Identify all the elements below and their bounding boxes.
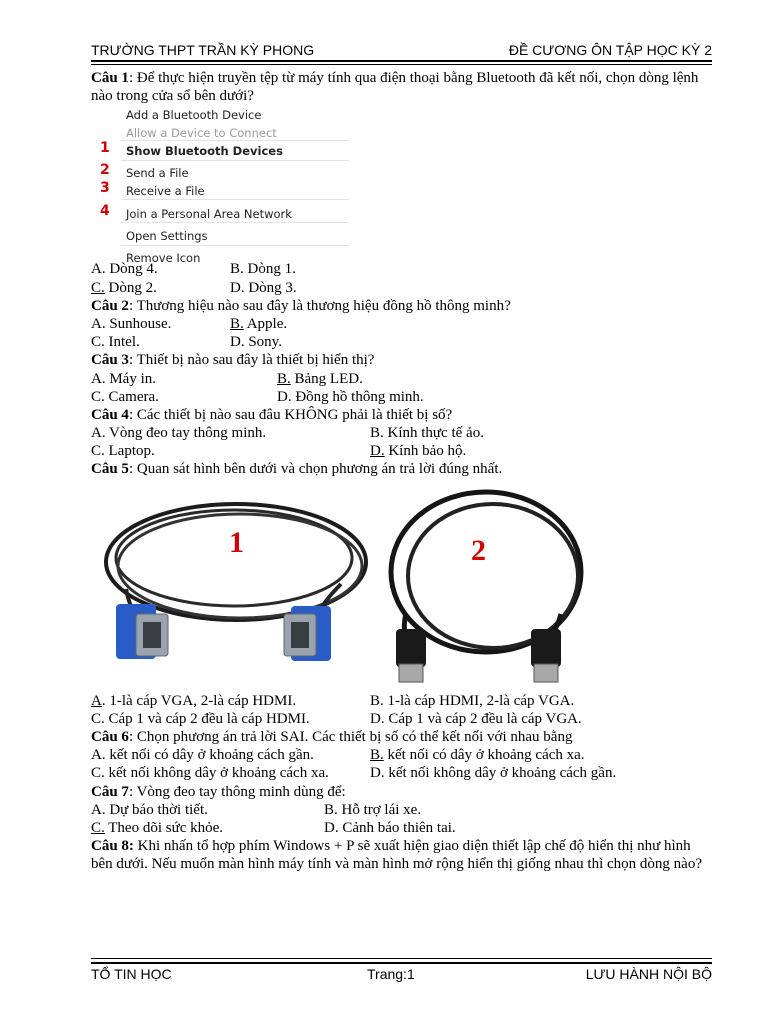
red-number-2: 2 <box>100 162 110 179</box>
option-d: D. Cáp 1 và cáp 2 đều là cáp VGA. <box>370 710 582 727</box>
question-7 <box>91 783 712 801</box>
footer-rule-thick <box>91 962 712 964</box>
cable-number-2: 2 <box>471 533 486 567</box>
option-c: C. Laptop. <box>91 443 155 460</box>
circulation-note: LƯU HÀNH NỘI BỘ <box>585 966 712 982</box>
q3-options-row-1 <box>91 370 712 388</box>
option-b: B. Kính thực tế ảo. <box>370 425 484 442</box>
question-text: Khi nhấn tổ hợp phím Windows + P sẽ xuất hiện giao diện thiết lập chế độ hiển thị như hình bên dưới. Nếu muốn màn hình máy tính và màn hình mở rộng hiển thị giống nhau thì chọn dòng nào? <box>91 838 702 873</box>
question-4 <box>91 406 712 424</box>
question-label: Câu 4 <box>91 406 129 423</box>
question-text: : Quan sát hình bên dưới và chọn phương án trả lời đúng nhất. <box>128 461 503 478</box>
red-number-3: 3 <box>100 180 110 197</box>
question-text: : Vòng đeo tay thông minh dùng để: <box>128 783 346 800</box>
question-label: Câu 6 <box>91 729 129 746</box>
header-rule-thin <box>91 64 712 65</box>
menu-item-add-device: Add a Bluetooth Device <box>126 108 262 123</box>
bluetooth-context-menu <box>91 105 351 266</box>
option-d: D. Sony. <box>230 334 282 351</box>
option-d: D. kết nối không dây ở khoảng cách gần. <box>370 765 617 782</box>
q2-options-row-2 <box>91 333 712 351</box>
q2-options-row-1 <box>91 315 712 333</box>
option-b: B. Hỗ trợ lái xe. <box>324 801 422 818</box>
question-6 <box>91 728 712 746</box>
question-text: : Thương hiệu nào sau đây là thương hiệu đồng hồ thông minh? <box>128 297 511 314</box>
page-number: Trang:1 <box>367 966 415 982</box>
q3-options-row-2 <box>91 388 712 406</box>
hdmi-connector-left <box>396 629 426 682</box>
option-b-letter: B. <box>277 370 291 387</box>
question-8 <box>91 837 712 873</box>
menu-item-allow-device: Allow a Device to Connect <box>126 126 277 141</box>
menu-separator <box>121 222 349 223</box>
q7-options-row-1 <box>91 801 712 819</box>
question-1 <box>91 69 712 105</box>
option-a: A. Dự báo thời tiết. <box>91 801 208 818</box>
option-b: B. Dòng 1. <box>230 261 296 278</box>
question-label: Câu 7 <box>91 783 129 800</box>
question-3 <box>91 351 712 369</box>
department-name: TỔ TIN HỌC <box>91 966 172 982</box>
option-a-letter: A <box>91 692 102 709</box>
option-d <box>370 442 466 460</box>
school-name: TRƯỜNG THPT TRẦN KỲ PHONG <box>91 42 315 58</box>
option-d: D. Dòng 3. <box>230 279 297 296</box>
option-c: Theo dõi sức khỏe. <box>104 819 224 836</box>
document-body <box>91 69 712 874</box>
footer-rule-thin <box>91 958 712 959</box>
page-footer <box>91 966 712 986</box>
question-text: : Các thiết bị nào sau đâu KHÔNG phải là thiết bị số? <box>128 406 453 423</box>
question-text: : Để thực hiện truyền tệp từ máy tính qua điện thoại bằng Bluetooth đã kết nối, chọn dòng lệnh nào trong cửa sổ bên dưới? <box>91 70 699 105</box>
q4-options-row-1 <box>91 424 712 442</box>
option-b-letter: B. <box>370 747 384 764</box>
menu-separator <box>121 199 349 200</box>
vga-connector-right <box>284 606 331 661</box>
q6-options-row-2 <box>91 764 712 782</box>
option-a: A. Vòng đeo tay thông minh. <box>91 425 267 442</box>
hdmi-cable-image <box>381 484 596 692</box>
menu-item-show-devices: Show Bluetooth Devices <box>126 144 283 159</box>
option-d: D. Đồng hồ thông minh. <box>277 388 424 405</box>
menu-item-send-file: Send a File <box>126 166 189 181</box>
option-b-text: Apple. <box>243 315 288 332</box>
menu-separator <box>121 140 349 141</box>
question-label: Câu 8: <box>91 838 134 855</box>
option-c: C. kết nối không dây ở khoảng cách xa. <box>91 765 329 782</box>
q5-options-row-1 <box>91 692 712 710</box>
option-a: A. Máy in. <box>91 370 156 387</box>
q1-options-row-2 <box>91 279 712 297</box>
question-5 <box>91 460 712 478</box>
option-d-letter: D. <box>370 443 385 460</box>
option-b <box>277 370 363 388</box>
option-c-letter: C. <box>91 279 105 296</box>
menu-separator <box>121 160 349 161</box>
q4-options-row-2 <box>91 442 712 460</box>
option-b-text: Bảng LED. <box>290 370 363 387</box>
option-a: A. Dòng 4. <box>91 261 158 278</box>
question-text: : Thiết bị nào sau đây là thiết bị hiển thị? <box>128 352 375 369</box>
q1-options-row-1 <box>91 260 712 278</box>
option-b <box>230 315 287 333</box>
header-rule-thick <box>91 60 712 62</box>
option-c: Dòng 2. <box>104 279 157 296</box>
question-label: Câu 2 <box>91 297 129 314</box>
option-a: A. kết nối có dây ở khoảng cách gần. <box>91 747 314 764</box>
cables-illustration <box>96 484 596 692</box>
option-b-text: kết nối có dây ở khoảng cách xa. <box>383 747 585 764</box>
option-b <box>370 746 585 764</box>
option-c: C. Camera. <box>91 388 159 405</box>
question-label: Câu 1 <box>91 70 129 86</box>
cable-number-1: 1 <box>229 525 244 559</box>
vga-cable-image <box>96 484 376 692</box>
option-a: A. Sunhouse. <box>91 315 172 332</box>
option-d: D. Cảnh báo thiên tai. <box>324 819 456 836</box>
vga-connector-left <box>116 604 168 659</box>
option-a: . 1-là cáp VGA, 2-là cáp HDMI. <box>101 692 297 709</box>
q7-options-row-2 <box>91 819 712 837</box>
option-c: C. Cáp 1 và cáp 2 đều là cáp HDMI. <box>91 710 310 727</box>
menu-item-open-settings: Open Settings <box>126 229 208 244</box>
option-b-letter: B. <box>230 315 244 332</box>
question-2 <box>91 297 712 315</box>
red-number-4: 4 <box>100 203 110 220</box>
option-c-letter: C. <box>91 819 105 836</box>
question-label: Câu 3 <box>91 352 129 369</box>
option-c: C. Intel. <box>91 334 140 351</box>
option-d-text: Kính bảo hộ. <box>384 443 467 460</box>
menu-item-receive-file: Receive a File <box>126 184 205 199</box>
menu-item-join-pan: Join a Personal Area Network <box>126 207 292 222</box>
question-label: Câu 5 <box>91 461 129 478</box>
q6-options-row-1 <box>91 746 712 764</box>
menu-item-remove-icon: Remove Icon <box>126 251 201 266</box>
hdmi-connector-right <box>531 629 561 682</box>
document-title: ĐỀ CƯƠNG ÔN TẬP HỌC KỲ 2 <box>508 42 712 58</box>
option-b: B. 1-là cáp HDMI, 2-là cáp VGA. <box>370 692 575 709</box>
menu-separator <box>121 245 349 246</box>
q5-options-row-2 <box>91 710 712 728</box>
question-text: : Chọn phương án trả lời SAI. Các thiết bị số có thể kết nối với nhau bằng <box>128 729 573 746</box>
red-number-1: 1 <box>100 140 110 157</box>
